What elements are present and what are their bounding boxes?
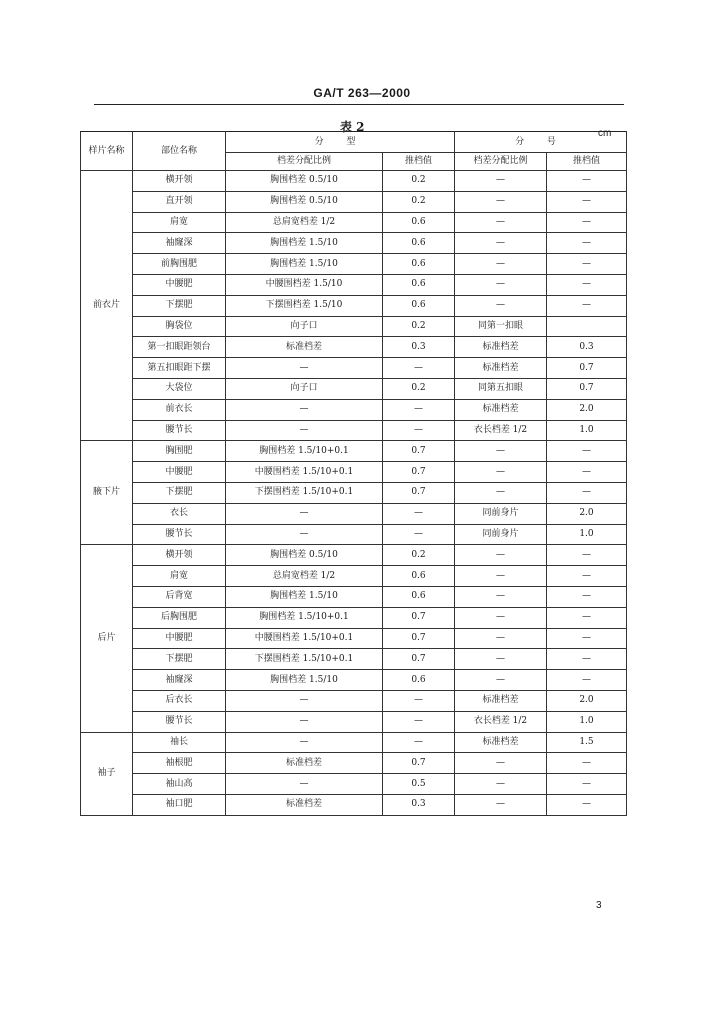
type-value-cell: 0.2 (383, 545, 455, 566)
size-ratio-cell: 标准档差 (455, 732, 547, 753)
type-value-cell: 0.7 (383, 441, 455, 462)
type-value-cell: — (383, 399, 455, 420)
size-ratio-cell: — (455, 774, 547, 795)
type-ratio-cell: 胸围档差 1.5/10+0.1 (226, 441, 383, 462)
table-row (81, 628, 627, 649)
part-name-cell: 大袋位 (133, 378, 226, 399)
part-name-cell: 横开领 (133, 545, 226, 566)
size-ratio-cell: 衣长档差 1/2 (455, 420, 547, 441)
type-ratio-cell: 中腰围档差 1.5/10+0.1 (226, 462, 383, 483)
type-value-cell: 0.7 (383, 649, 455, 670)
type-value-cell: — (383, 420, 455, 441)
size-value-cell: — (547, 607, 627, 628)
type-ratio-cell: — (226, 358, 383, 379)
size-ratio-cell: — (455, 649, 547, 670)
table-row (81, 274, 627, 295)
type-value-cell: 0.2 (383, 316, 455, 337)
part-name-cell: 下摆肥 (133, 649, 226, 670)
table-row (81, 566, 627, 587)
size-ratio-cell: 同前身片 (455, 503, 547, 524)
table-body (81, 171, 627, 816)
table-row (81, 171, 627, 192)
type-value-cell: 0.6 (383, 274, 455, 295)
part-name-cell: 第一扣眼距领台 (133, 337, 226, 358)
type-value-cell: 0.6 (383, 586, 455, 607)
size-value-cell: 2.0 (547, 690, 627, 711)
standard-code: GA/T 263—2000 (313, 86, 411, 100)
part-name-cell: 肩宽 (133, 566, 226, 587)
part-name-cell: 下摆肥 (133, 482, 226, 503)
type-ratio-cell: — (226, 690, 383, 711)
type-value-cell: — (383, 503, 455, 524)
size-value-cell: — (547, 212, 627, 233)
part-name-cell: 肩宽 (133, 212, 226, 233)
size-value-cell: 2.0 (547, 503, 627, 524)
table-row (81, 399, 627, 420)
piece-name-cell: 腋下片 (81, 441, 133, 545)
table-row (81, 794, 627, 815)
table-row (81, 233, 627, 254)
part-name-cell: 腰节长 (133, 524, 226, 545)
type-ratio-cell: 总肩宽档差 1/2 (226, 566, 383, 587)
size-ratio-cell: 标准档差 (455, 399, 547, 420)
table-row (81, 337, 627, 358)
size-ratio-cell: — (455, 670, 547, 691)
type-value-cell: 0.2 (383, 171, 455, 192)
type-value-cell: 0.2 (383, 191, 455, 212)
part-name-cell: 后衣长 (133, 690, 226, 711)
size-value-cell: 1.5 (547, 732, 627, 753)
size-value-cell: 1.0 (547, 711, 627, 732)
type-ratio-cell: 胸围档差 0.5/10 (226, 545, 383, 566)
part-name-cell: 袖长 (133, 732, 226, 753)
piece-name-cell: 袖子 (81, 732, 133, 815)
type-ratio-cell: 下摆围档差 1.5/10+0.1 (226, 482, 383, 503)
type-value-cell: — (383, 358, 455, 379)
type-value-cell: 0.6 (383, 254, 455, 275)
size-value-cell: — (547, 566, 627, 587)
type-ratio-cell: 标准档差 (226, 753, 383, 774)
type-ratio-cell: 向子口 (226, 378, 383, 399)
part-name-cell: 袖山高 (133, 774, 226, 795)
size-value-cell: — (547, 233, 627, 254)
table-row (81, 482, 627, 503)
col-header-type-group: 分 型 (226, 132, 455, 153)
size-value-cell: 0.7 (547, 378, 627, 399)
size-ratio-cell: 同第五扣眼 (455, 378, 547, 399)
size-ratio-cell: — (455, 586, 547, 607)
table-row (81, 670, 627, 691)
size-value-cell (547, 316, 627, 337)
size-value-cell: 1.0 (547, 420, 627, 441)
size-ratio-cell: 同前身片 (455, 524, 547, 545)
part-name-cell: 袖根肥 (133, 753, 226, 774)
size-value-cell: — (547, 774, 627, 795)
table-row (81, 378, 627, 399)
size-ratio-cell: — (455, 753, 547, 774)
type-value-cell: 0.3 (383, 337, 455, 358)
table-title: 表 2 (340, 120, 365, 134)
size-ratio-cell: — (455, 254, 547, 275)
type-value-cell: 0.6 (383, 212, 455, 233)
table-row (81, 524, 627, 545)
size-ratio-cell: 标准档差 (455, 690, 547, 711)
type-ratio-cell: 胸围档差 1.5/10 (226, 586, 383, 607)
table-row (81, 711, 627, 732)
type-value-cell: — (383, 690, 455, 711)
size-ratio-cell: 同第一扣眼 (455, 316, 547, 337)
type-ratio-cell: 中腰围档差 1.5/10 (226, 274, 383, 295)
type-ratio-cell: — (226, 711, 383, 732)
size-ratio-cell: — (455, 233, 547, 254)
table-row (81, 732, 627, 753)
col-header-size-group: 分 号 (455, 132, 627, 153)
part-name-cell: 下摆肥 (133, 295, 226, 316)
table-row (81, 191, 627, 212)
type-ratio-cell: — (226, 524, 383, 545)
part-name-cell: 中腰肥 (133, 274, 226, 295)
col-header-type-ratio: 档差分配比例 (226, 153, 383, 171)
part-name-cell: 横开领 (133, 171, 226, 192)
type-ratio-cell: — (226, 399, 383, 420)
part-name-cell: 前胸围肥 (133, 254, 226, 275)
type-value-cell: — (383, 711, 455, 732)
table-row (81, 586, 627, 607)
table-row (81, 753, 627, 774)
type-ratio-cell: — (226, 420, 383, 441)
size-ratio-cell: — (455, 212, 547, 233)
size-ratio-cell: — (455, 545, 547, 566)
part-name-cell: 腰节长 (133, 420, 226, 441)
size-ratio-cell: — (455, 274, 547, 295)
size-value-cell: — (547, 794, 627, 815)
type-ratio-cell: 标准档差 (226, 794, 383, 815)
table-row (81, 441, 627, 462)
part-name-cell: 后胸围肥 (133, 607, 226, 628)
header-rule (94, 104, 624, 105)
table-row (81, 503, 627, 524)
size-ratio-cell: 标准档差 (455, 337, 547, 358)
type-ratio-cell: — (226, 503, 383, 524)
col-header-part: 部位名称 (133, 132, 226, 171)
type-ratio-cell: — (226, 774, 383, 795)
type-ratio-cell: 胸围档差 1.5/10+0.1 (226, 607, 383, 628)
unit-label: cm (598, 128, 612, 139)
table-row (81, 462, 627, 483)
size-value-cell: — (547, 191, 627, 212)
part-name-cell: 中腰肥 (133, 628, 226, 649)
col-header-size-value: 推档值 (547, 153, 627, 171)
col-header-size-ratio: 档差分配比例 (455, 153, 547, 171)
table-row (81, 774, 627, 795)
part-name-cell: 后背宽 (133, 586, 226, 607)
part-name-cell: 袖口肥 (133, 794, 226, 815)
table-row (81, 607, 627, 628)
type-ratio-cell: 下摆围档差 1.5/10+0.1 (226, 649, 383, 670)
col-header-type-value: 推档值 (383, 153, 455, 171)
size-value-cell: — (547, 441, 627, 462)
table-row (81, 254, 627, 275)
part-name-cell: 袖窿深 (133, 233, 226, 254)
size-value-cell: — (547, 586, 627, 607)
type-ratio-cell: 胸围档差 0.5/10 (226, 191, 383, 212)
type-ratio-cell: 标准档差 (226, 337, 383, 358)
table-row (81, 690, 627, 711)
type-value-cell: — (383, 524, 455, 545)
type-ratio-cell: 胸围档差 0.5/10 (226, 171, 383, 192)
size-value-cell: — (547, 628, 627, 649)
size-ratio-cell: 衣长档差 1/2 (455, 711, 547, 732)
size-ratio-cell: — (455, 462, 547, 483)
size-value-cell: 0.3 (547, 337, 627, 358)
type-value-cell: 0.6 (383, 670, 455, 691)
size-value-cell: 2.0 (547, 399, 627, 420)
type-ratio-cell: 胸围档差 1.5/10 (226, 670, 383, 691)
size-ratio-cell: — (455, 794, 547, 815)
size-ratio-cell: — (455, 295, 547, 316)
part-name-cell: 腰节长 (133, 711, 226, 732)
piece-name-cell: 后片 (81, 545, 133, 732)
type-ratio-cell: 胸围档差 1.5/10 (226, 233, 383, 254)
size-ratio-cell: — (455, 566, 547, 587)
size-value-cell: — (547, 171, 627, 192)
table-row (81, 649, 627, 670)
type-ratio-cell: 中腰围档差 1.5/10+0.1 (226, 628, 383, 649)
table-row (81, 358, 627, 379)
part-name-cell: 胸袋位 (133, 316, 226, 337)
type-ratio-cell: 下摆围档差 1.5/10 (226, 295, 383, 316)
table-row (81, 545, 627, 566)
size-value-cell: — (547, 254, 627, 275)
size-value-cell: 1.0 (547, 524, 627, 545)
type-value-cell: 0.7 (383, 482, 455, 503)
type-ratio-cell: 胸围档差 1.5/10 (226, 254, 383, 275)
type-value-cell: 0.7 (383, 628, 455, 649)
table-row (81, 295, 627, 316)
part-name-cell: 胸围肥 (133, 441, 226, 462)
size-ratio-cell: — (455, 191, 547, 212)
type-value-cell: 0.6 (383, 233, 455, 254)
size-value-cell: — (547, 649, 627, 670)
type-value-cell: 0.5 (383, 774, 455, 795)
size-ratio-cell: — (455, 171, 547, 192)
size-ratio-cell: — (455, 482, 547, 503)
type-ratio-cell: 总肩宽档差 1/2 (226, 212, 383, 233)
part-name-cell: 第五扣眼距下摆 (133, 358, 226, 379)
type-value-cell: 0.7 (383, 462, 455, 483)
type-ratio-cell: — (226, 732, 383, 753)
page-number: 3 (596, 900, 602, 911)
type-value-cell: 0.2 (383, 378, 455, 399)
size-value-cell: — (547, 462, 627, 483)
size-value-cell: — (547, 295, 627, 316)
table-row (81, 212, 627, 233)
type-value-cell: 0.6 (383, 566, 455, 587)
table-row (81, 420, 627, 441)
size-value-cell: — (547, 545, 627, 566)
type-value-cell: — (383, 732, 455, 753)
part-name-cell: 直开领 (133, 191, 226, 212)
size-ratio-cell: 标准档差 (455, 358, 547, 379)
type-value-cell: 0.7 (383, 753, 455, 774)
type-value-cell: 0.7 (383, 607, 455, 628)
table-row (81, 316, 627, 337)
type-ratio-cell: 向子口 (226, 316, 383, 337)
size-value-cell: — (547, 482, 627, 503)
size-ratio-cell: — (455, 628, 547, 649)
size-value-cell: 0.7 (547, 358, 627, 379)
type-value-cell: 0.3 (383, 794, 455, 815)
size-value-cell: — (547, 274, 627, 295)
col-header-piece: 样片名称 (81, 132, 133, 171)
grading-table (80, 131, 627, 816)
part-name-cell: 中腰肥 (133, 462, 226, 483)
size-value-cell: — (547, 753, 627, 774)
size-ratio-cell: — (455, 607, 547, 628)
part-name-cell: 袖窿深 (133, 670, 226, 691)
part-name-cell: 前衣长 (133, 399, 226, 420)
size-value-cell: — (547, 670, 627, 691)
part-name-cell: 衣长 (133, 503, 226, 524)
piece-name-cell: 前衣片 (81, 171, 133, 441)
size-ratio-cell: — (455, 441, 547, 462)
type-value-cell: 0.6 (383, 295, 455, 316)
